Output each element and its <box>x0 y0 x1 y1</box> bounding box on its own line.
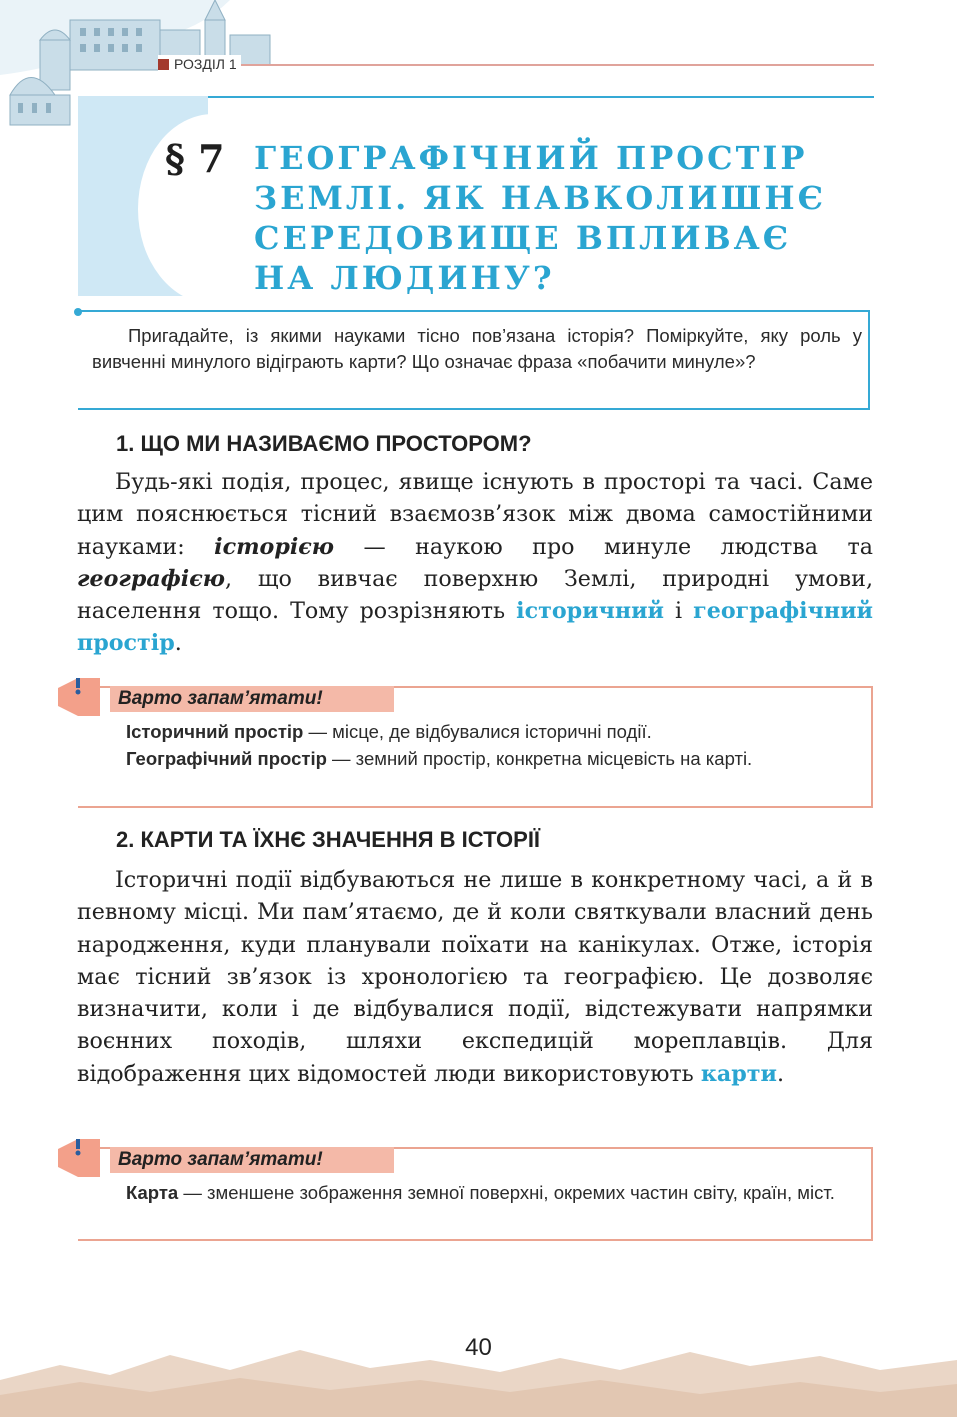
definition-term: Географічний простір <box>126 748 327 769</box>
remember-title: Варто запам’ятати! <box>110 686 394 712</box>
text-run: . <box>776 1060 785 1087</box>
chapter-title-line: НА ЛЮДИНУ? <box>254 259 555 297</box>
section2-paragraph <box>77 864 873 1090</box>
text-run: , що вивчає поверхню Землі, природні умови, населення тощо. Тому розрізняють <box>77 565 873 625</box>
section-heading: 1. ЩО МИ НАЗИВАЄМО ПРОСТОРОМ? <box>116 431 532 456</box>
text-run: — наукою про минуле людства та <box>334 533 873 560</box>
section1-paragraph <box>77 466 873 660</box>
text-run: Будь-які подія, процес, явище існують в просторі та часі. Саме цим пояснюється тісний взаємозв’язок між двома самостійними науками: <box>77 469 873 560</box>
definition-term: Історичний простір <box>126 721 304 742</box>
remember-box <box>78 1147 873 1241</box>
definition-item <box>90 745 860 772</box>
term-geographical-space: географічний простір <box>77 598 873 657</box>
definition-item <box>90 1179 860 1206</box>
definition-term: Карта <box>126 1182 179 1203</box>
text-run: . <box>174 630 182 657</box>
section-label-text: РОЗДІЛ 1 <box>174 56 237 72</box>
bullet-dot-icon <box>74 308 82 316</box>
chapter-title-line: ЗЕМЛІ. ЯК НАВКОЛИШНЄ <box>254 179 827 217</box>
section-heading: 2. КАРТИ ТА ЇХНЄ ЗНАЧЕННЯ В ІСТОРІЇ <box>116 827 540 852</box>
definition-text: — зменшене зображення земної поверхні, окремих частин світу, країн, міст. <box>178 1182 835 1203</box>
term-geography: географією <box>77 565 225 592</box>
text-run: і <box>664 598 694 625</box>
text-run: Історичні події відбуваються не лише в конкретному часі, а й в певному місці. Ми пам’ятаємо, де й коли святкували власний день народження, куди планували поїхати на канікулах. Отже, історія має тісний зв’язок із хронологією та географією. Це дозволяє визначити, коли і де відбувалися події, відстежувати напрямки воєнних походів, шляхи експедицій мореплавців. Для відображення цих відомостей люди використовують <box>77 867 873 1087</box>
definition-item <box>90 718 860 745</box>
header-rule <box>160 64 874 66</box>
chapter-number: § 7 <box>165 136 225 181</box>
page-number: 40 <box>465 1334 492 1361</box>
remember-box <box>78 686 873 808</box>
exclamation-icon <box>58 1139 100 1177</box>
remember-body <box>90 1179 860 1206</box>
exclamation-icon <box>58 678 100 716</box>
chapter-title <box>254 138 854 298</box>
intro-question-box <box>78 310 870 410</box>
section-label <box>158 55 241 73</box>
term-maps: карти <box>700 1060 777 1087</box>
remember-body <box>90 718 860 772</box>
term-historical-space: історичний <box>516 598 664 625</box>
definition-text: — земний простір, конкретна місцевість на карті. <box>326 748 753 769</box>
term-history: історією <box>214 533 335 560</box>
definition-text: — місце, де відбувалися історичні події. <box>303 721 652 742</box>
remember-title: Варто запам’ятати! <box>110 1147 394 1173</box>
section-square-icon <box>158 59 169 70</box>
intro-question-text: Пригадайте, із якими науками тісно пов’язана історія? Поміркуйте, яку роль у вивченні минулого відіграють карти? Що означає фраза «побачити минуле»? <box>92 325 862 372</box>
chapter-title-line: ГЕОГРАФІЧНИЙ ПРОСТІР <box>254 139 808 177</box>
chapter-title-line: СЕРЕДОВИЩЕ ВПЛИВАЄ <box>254 219 792 257</box>
